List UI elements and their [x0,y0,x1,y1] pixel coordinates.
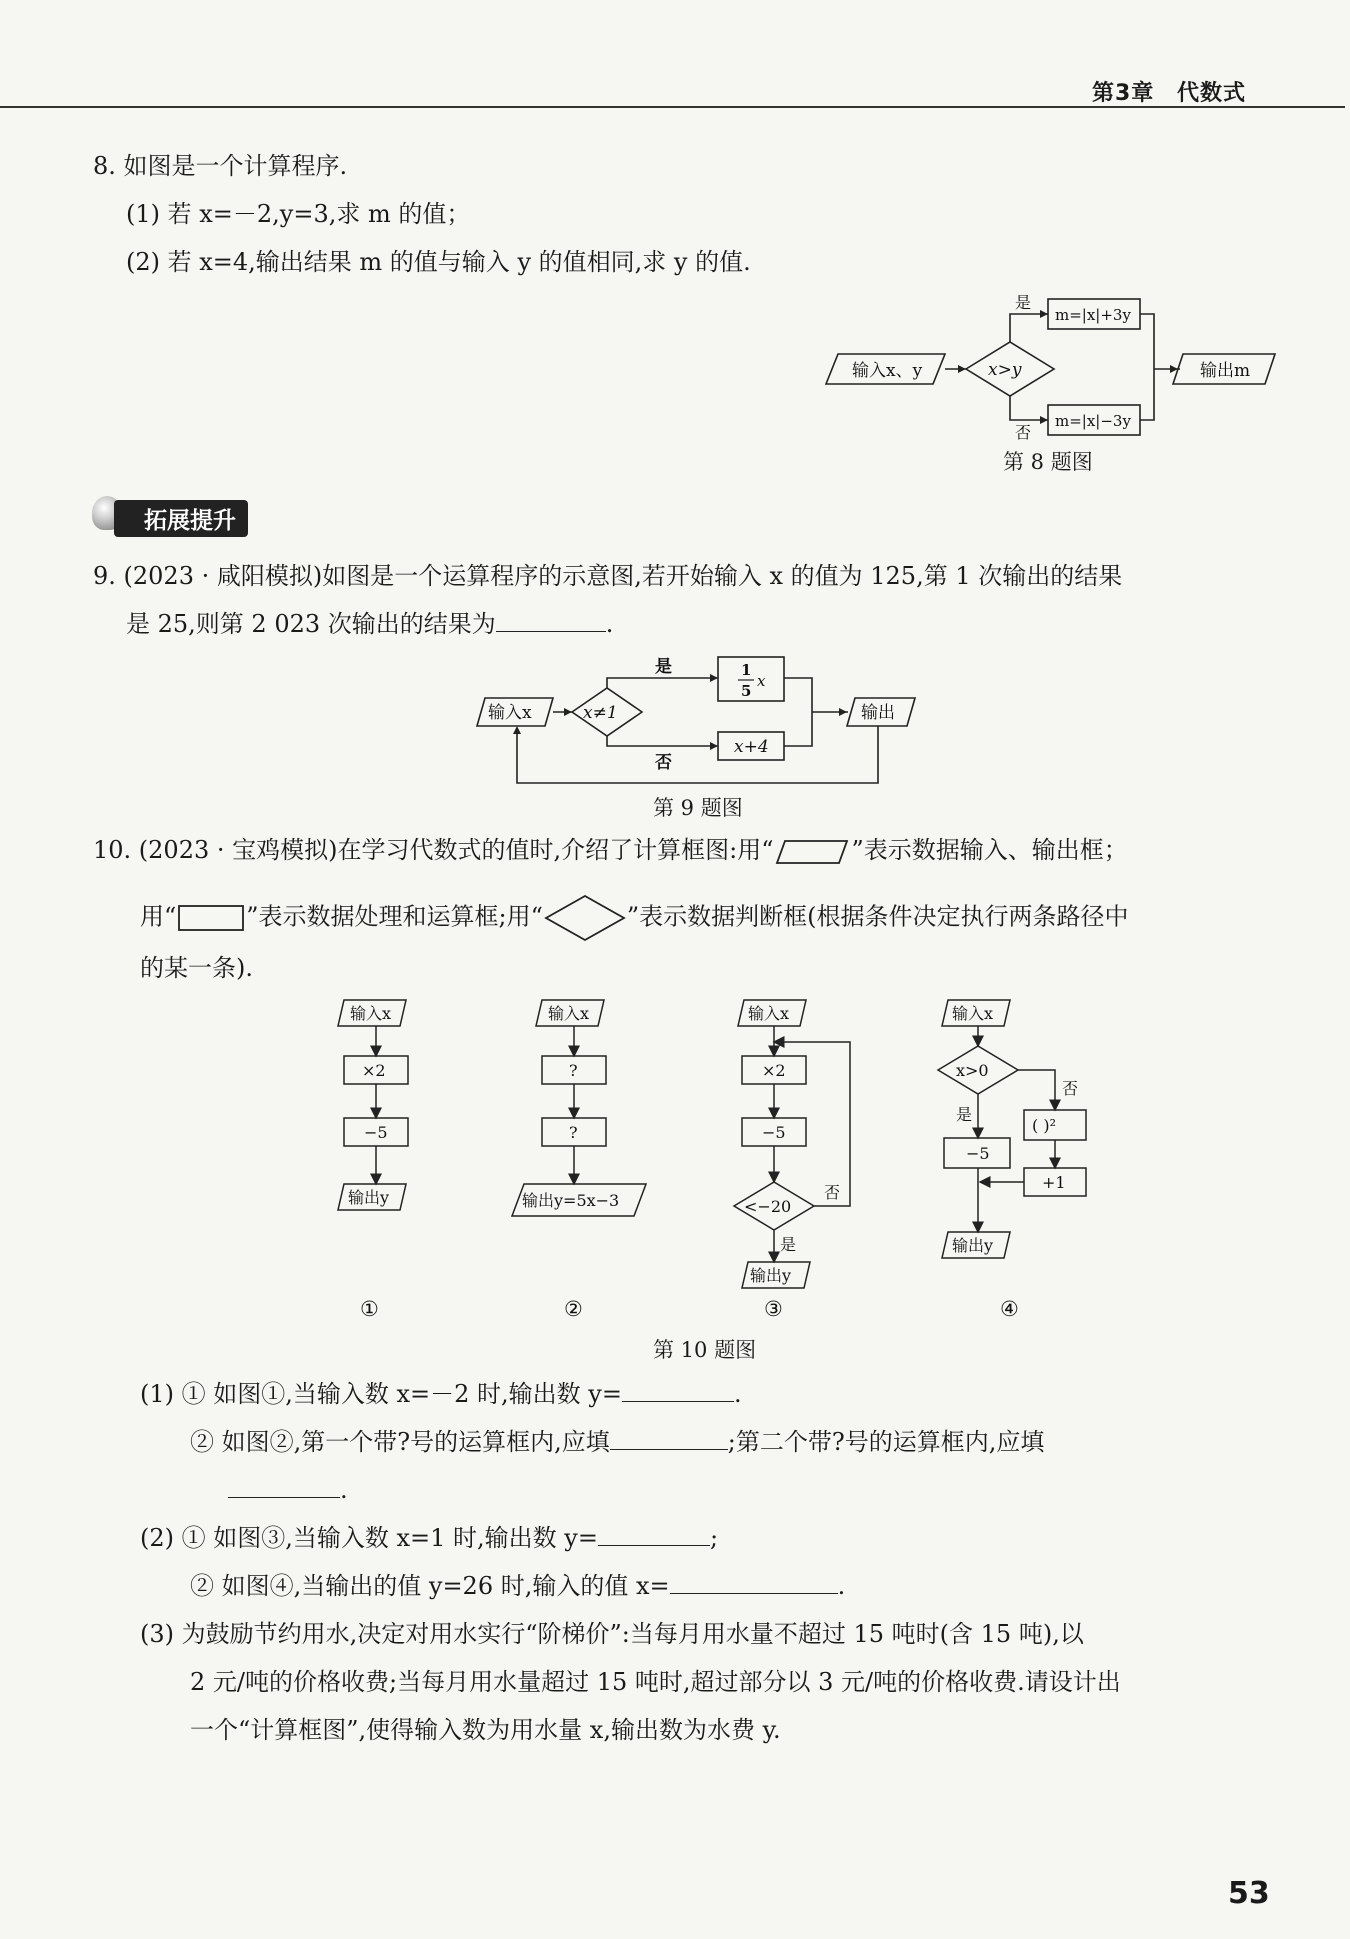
q10-fig1 [338,1000,408,1210]
q10-s1-2-end: . [340,1476,348,1504]
q10-fig4-label: ④ [1000,1297,1019,1321]
q8-no-label: 否 [1015,423,1032,442]
q10-fig2-op1: ? [569,1061,578,1080]
q10-fig1-label: ① [360,1297,379,1321]
q8-input-label: 输入x、y [852,361,923,381]
header-rule [0,106,1345,108]
q10-s1-1 [140,1378,742,1410]
chapter-number: 第3章 [1092,81,1155,106]
q10-fig1-output: 输出y [348,1188,390,1207]
q10-fig3-input: 输入x [748,1004,790,1023]
q10-line2-text-b: ”表示数据处理和运算框;用“ [246,902,543,931]
q9-frac-den: 5 [741,682,752,700]
q9-answer-blank[interactable] [496,609,606,632]
q10-line2-text-a: 用“ [140,902,177,931]
q10-line1-end: ”表示数据输入、输出框； [851,836,1128,864]
q9-frac-var: x [757,672,766,690]
q10-fig1-input: 输入x [350,1004,392,1023]
q10-flowcharts [320,994,1079,1354]
q10-fig4-output: 输出y [952,1236,994,1255]
q10-fig1-op2: −5 [364,1123,388,1142]
q10-s2-1 [140,1522,718,1554]
q8-part2: (2) 若 x=4,输出结果 m 的值与输入 y 的值相同,求 y 的值. [126,248,751,276]
q10-fig2-output: 输出y=5x−3 [522,1191,620,1210]
q10-caption: 第 10 题图 [653,1338,757,1362]
q10-fig4-op-square: ( )² [1032,1116,1056,1135]
q9-input-label: 输入x [488,703,532,723]
q9-frac-num: 1 [741,661,752,679]
page-number: 53 [1228,1876,1270,1911]
q9-line2-end: . [605,610,614,638]
q8-bottom-formula: m=|x|−3y [1055,412,1131,430]
q9-line1: 9. (2023 · 咸阳模拟)如图是一个运算程序的示意图,若开始输入 x 的值为 125,第 1 次输出的结果 [93,562,1123,590]
q10-fig4-no: 否 [1062,1079,1079,1098]
q10-fig3-label: ③ [764,1297,783,1321]
q8-part1: (1) 若 x=－2,y=3,求 m 的值； [126,200,471,228]
q10-fig2-label: ② [564,1297,583,1321]
banner-label: 拓展提升 [114,500,248,537]
q10-line1-text: 10. (2023 · 宝鸡模拟)在学习代数式的值时,介绍了计算框图:用“ [93,836,774,864]
q10-s1-2-text-b: ;第二个带?号的运算框内,应填 [727,1428,1045,1456]
q10-line3: 的某一条). [140,954,253,982]
q10-fig4-op-plus: +1 [1042,1173,1066,1192]
q10-s1-1-text: (1) ① 如图①,当输入数 x=－2 时,输出数 y= [140,1380,622,1408]
q10-s1-1-blank[interactable] [622,1379,734,1402]
q9-bottom-label: x+4 [734,737,769,757]
q10-s2-2 [190,1570,845,1602]
q10-s2-1-blank[interactable] [598,1523,710,1546]
q10-fig3-op2: −5 [762,1123,786,1142]
q10-line1 [93,834,1128,867]
q10-fig3-no: 否 [824,1183,841,1202]
q10-s2-2-end: . [837,1572,846,1600]
q10-fig4 [938,1000,1086,1258]
q9-yes-label: 是 [655,657,672,677]
q10-s1-2 [190,1426,1044,1458]
q9-line2 [126,608,613,640]
q8-cond-label: x>y [988,360,1022,380]
q10-fig3-cond: <−20 [744,1197,792,1216]
q10-s1-2-text-a: ② 如图②,第一个带?号的运算框内,应填 [190,1428,610,1456]
q10-s1-2-cont [228,1474,348,1506]
chapter-title: 代数式 [1176,81,1246,106]
q9-cond-label: x≠1 [583,703,618,723]
q10-fig2-op2: ? [569,1123,578,1142]
parallelogram-icon [773,837,851,867]
q10-fig4-op-left: −5 [966,1144,990,1163]
q10-s1-1-end: . [733,1380,742,1408]
q9-flowchart [470,648,930,792]
q10-s1-2-blank2[interactable] [228,1475,340,1498]
q9-no-label: 否 [655,753,672,773]
q10-fig1-op1: ×2 [362,1061,386,1080]
q8-caption: 第 8 题图 [1003,450,1093,474]
q8-output-label: 输出m [1200,361,1251,381]
q10-s1-2-blank1[interactable] [610,1427,728,1450]
q10-fig3-output: 输出y [750,1266,792,1285]
q10-s3-line3: 一个“计算框图”,使得输入数为用水量 x,输出数为水费 y. [190,1716,781,1744]
q10-fig2-input: 输入x [548,1004,590,1023]
q10-fig4-cond: x>0 [956,1061,989,1080]
q9-line2-text: 是 25,则第 2 023 次输出的结果为 [126,610,496,638]
q9-caption: 第 9 题图 [653,796,743,820]
q10-s2-2-blank[interactable] [670,1571,838,1594]
q10-fig4-input: 输入x [952,1004,994,1023]
q9-output-label: 输出 [861,703,895,723]
rectangle-icon [176,903,246,933]
q10-fig2 [512,1000,646,1216]
q10-fig4-yes: 是 [956,1105,973,1124]
q10-s3-line2: 2 元/吨的价格收费;当每月用水量超过 15 吨时,超过部分以 3 元/吨的价格收费.请设计出 [190,1668,1121,1696]
q10-line2-text-c: ”表示数据判断框(根据条件决定执行两条路径中 [626,902,1129,931]
q10-line2 [140,892,1129,944]
q10-s2-1-end: ; [709,1524,719,1552]
chapter-header [1092,76,1246,107]
q8-stem: 8. 如图是一个计算程序. [93,152,348,180]
q10-s2-2-text: ② 如图④,当输出的值 y=26 时,输入的值 x= [190,1572,670,1600]
q10-s2-1-text: (2) ① 如图③,当输入数 x=1 时,输出数 y= [140,1524,598,1552]
q10-s3-line1: (3) 为鼓励节约用水,决定对用水实行“阶梯价”:当每月用水量不超过 15 吨时(含 15 吨),以 [140,1620,1084,1648]
q8-yes-label: 是 [1015,293,1032,312]
q10-fig3-yes: 是 [780,1235,797,1254]
q10-fig3-op1: ×2 [762,1061,786,1080]
diamond-icon [543,892,627,944]
q8-top-formula: m=|x|+3y [1055,306,1131,324]
